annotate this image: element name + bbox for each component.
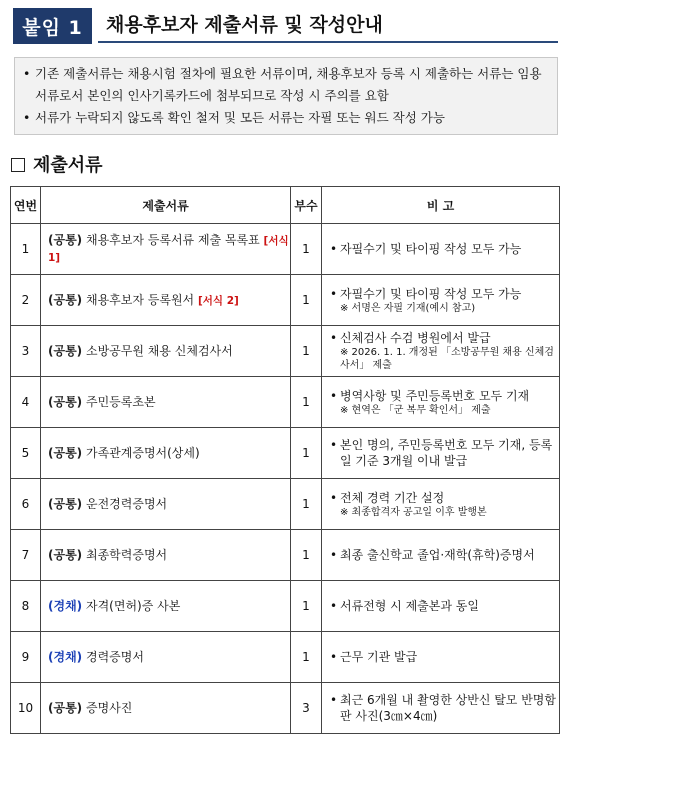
table-row xyxy=(11,581,560,632)
doc-category-tag: (공통) xyxy=(48,233,83,247)
col-header-remark: 비 고 xyxy=(322,187,560,224)
remark-note: ※ 2026. 1. 1. 개정된 「소방공무원 채용 신체검사서」 제출 xyxy=(340,347,554,371)
bullet-icon: • xyxy=(330,286,338,301)
table-header-row xyxy=(11,187,560,224)
remark-note: ※ 최종합격자 공고일 이후 발행본 xyxy=(340,506,487,518)
remark-line xyxy=(328,286,558,302)
remark-line xyxy=(328,388,558,404)
row-number: 6 xyxy=(11,479,41,530)
remark-line xyxy=(328,330,558,346)
doc-name: 최종학력증명서 xyxy=(85,548,168,562)
table-row xyxy=(11,632,560,683)
square-icon xyxy=(11,158,25,172)
table-row xyxy=(11,326,560,377)
doc-category-tag: (경채) xyxy=(48,650,83,664)
remark-line xyxy=(328,598,558,614)
doc-cell xyxy=(41,377,291,428)
doc-cell xyxy=(41,428,291,479)
doc-category-tag: (공통) xyxy=(48,395,83,409)
doc-cell xyxy=(41,530,291,581)
remark-cell xyxy=(322,479,560,530)
row-number: 3 xyxy=(11,326,41,377)
doc-cell xyxy=(41,683,291,734)
bullet-icon: • xyxy=(330,599,338,613)
doc-name: 가족관계증명서(상세) xyxy=(85,446,200,460)
row-number: 4 xyxy=(11,377,41,428)
bullet-icon: • xyxy=(330,331,338,345)
table-row xyxy=(11,275,560,326)
doc-name: 증명사진 xyxy=(85,701,133,715)
remark-line xyxy=(328,241,558,257)
remark-text: 최근 6개월 내 촬영한 상반신 탈모 반명함판 사진(3㎝×4㎝) xyxy=(340,693,556,723)
bullet-icon: • xyxy=(23,110,31,125)
doc-cell xyxy=(41,224,291,275)
remark-text: 서류전형 시 제출본과 동일 xyxy=(340,599,479,613)
table-row xyxy=(11,530,560,581)
doc-category-tag: (공통) xyxy=(48,701,83,715)
doc-category-tag: (공통) xyxy=(48,497,83,511)
remark-cell xyxy=(322,275,560,326)
notice-box xyxy=(14,57,558,135)
remark-note: ※ 현역은 「군 복무 확인서」 제출 xyxy=(340,404,491,416)
table-row xyxy=(11,479,560,530)
title-underline xyxy=(98,41,558,43)
copies-count: 1 xyxy=(291,275,322,326)
remark-text: 자필수기 및 타이핑 작성 모두 가능 xyxy=(340,242,522,256)
remark-cell xyxy=(322,428,560,479)
row-number: 10 xyxy=(11,683,41,734)
remark-text: 자필수기 및 타이핑 작성 모두 가능 xyxy=(340,286,522,301)
copies-count: 1 xyxy=(291,581,322,632)
doc-name: 소방공무원 채용 신체검사서 xyxy=(85,344,233,358)
row-number: 7 xyxy=(11,530,41,581)
remark-line xyxy=(328,547,558,563)
doc-cell xyxy=(41,275,291,326)
form-reference: [서식 1] xyxy=(48,235,289,264)
copies-count: 1 xyxy=(291,632,322,683)
copies-count: 1 xyxy=(291,326,322,377)
doc-name: 주민등록초본 xyxy=(85,395,156,409)
doc-cell xyxy=(41,326,291,377)
doc-category-tag: (공통) xyxy=(48,446,83,460)
notice-text: 기존 제출서류는 채용시험 절차에 필요한 서류이며, 채용후보자 등록 시 제출하는 서류는 임용서류로서 본인의 인사기록카드에 첨부되므로 작성 시 주의를 요함 xyxy=(35,66,542,103)
copies-count: 1 xyxy=(291,428,322,479)
doc-category-tag: (공통) xyxy=(48,344,83,358)
remark-text: 신체검사 수검 병원에서 발급 xyxy=(340,331,491,345)
bullet-icon: • xyxy=(330,388,338,403)
copies-count: 3 xyxy=(291,683,322,734)
col-header-copies: 부수 xyxy=(291,187,322,224)
copies-count: 1 xyxy=(291,224,322,275)
remark-text: 전체 경력 기간 설정 xyxy=(340,490,445,505)
copies-count: 1 xyxy=(291,479,322,530)
attachment-badge: 붙임 1 xyxy=(13,8,92,44)
doc-name: 경력증명서 xyxy=(85,650,144,664)
remark-line xyxy=(328,692,558,724)
remark-cell xyxy=(322,530,560,581)
remark-cell xyxy=(322,683,560,734)
row-number: 2 xyxy=(11,275,41,326)
copies-count: 1 xyxy=(291,377,322,428)
doc-category-tag: (공통) xyxy=(48,548,83,562)
remark-line xyxy=(328,490,558,506)
notice-text: 서류가 누락되지 않도록 확인 철저 및 모든 서류는 자필 또는 워드 작성 가능 xyxy=(35,110,445,125)
row-number: 1 xyxy=(11,224,41,275)
notice-item xyxy=(21,107,551,129)
remark-cell xyxy=(322,326,560,377)
doc-category-tag: (경채) xyxy=(48,599,83,613)
table-row xyxy=(11,428,560,479)
doc-name: 자격(면허)증 사본 xyxy=(85,599,181,613)
table-row xyxy=(11,224,560,275)
bullet-icon: • xyxy=(330,693,338,707)
remark-note: ※ 서명은 자필 기재(예시 참고) xyxy=(340,302,476,314)
remark-cell xyxy=(322,581,560,632)
col-header-no: 연번 xyxy=(11,187,41,224)
doc-name: 채용후보자 등록원서 xyxy=(85,292,195,307)
bullet-icon: • xyxy=(330,490,338,505)
bullet-icon: • xyxy=(330,242,338,256)
section-heading xyxy=(11,151,103,177)
notice-item xyxy=(21,63,551,107)
doc-cell xyxy=(41,581,291,632)
row-number: 9 xyxy=(11,632,41,683)
remark-text: 근무 기관 발급 xyxy=(340,650,418,664)
documents-table xyxy=(10,186,560,734)
section-title-text: 제출서류 xyxy=(33,155,103,176)
table-row xyxy=(11,377,560,428)
doc-name: 채용후보자 등록서류 제출 목록표 xyxy=(85,233,260,247)
remark-cell xyxy=(322,632,560,683)
remark-text: 병역사항 및 주민등록번호 모두 기재 xyxy=(340,388,530,403)
doc-cell xyxy=(41,632,291,683)
doc-category-tag: (공통) xyxy=(48,292,83,307)
copies-count: 1 xyxy=(291,530,322,581)
doc-cell xyxy=(41,479,291,530)
remark-cell xyxy=(322,377,560,428)
remark-text: 본인 명의, 주민등록번호 모두 기재, 등록일 기준 3개월 이내 발급 xyxy=(340,438,553,468)
remark-text: 최종 출신학교 졸업·재학(휴학)증명서 xyxy=(340,548,535,562)
remark-line xyxy=(328,437,558,469)
bullet-icon: • xyxy=(23,66,31,81)
bullet-icon: • xyxy=(330,548,338,562)
remark-cell xyxy=(322,224,560,275)
doc-name: 운전경력증명서 xyxy=(85,497,168,511)
document-header xyxy=(10,6,558,46)
bullet-icon: • xyxy=(330,650,338,664)
col-header-doc: 제출서류 xyxy=(41,187,291,224)
table-row xyxy=(11,683,560,734)
remark-line xyxy=(328,649,558,665)
row-number: 8 xyxy=(11,581,41,632)
bullet-icon: • xyxy=(330,438,338,452)
page-title: 채용후보자 제출서류 및 작성안내 xyxy=(106,14,383,36)
row-number: 5 xyxy=(11,428,41,479)
form-reference: [서식 2] xyxy=(197,294,239,307)
